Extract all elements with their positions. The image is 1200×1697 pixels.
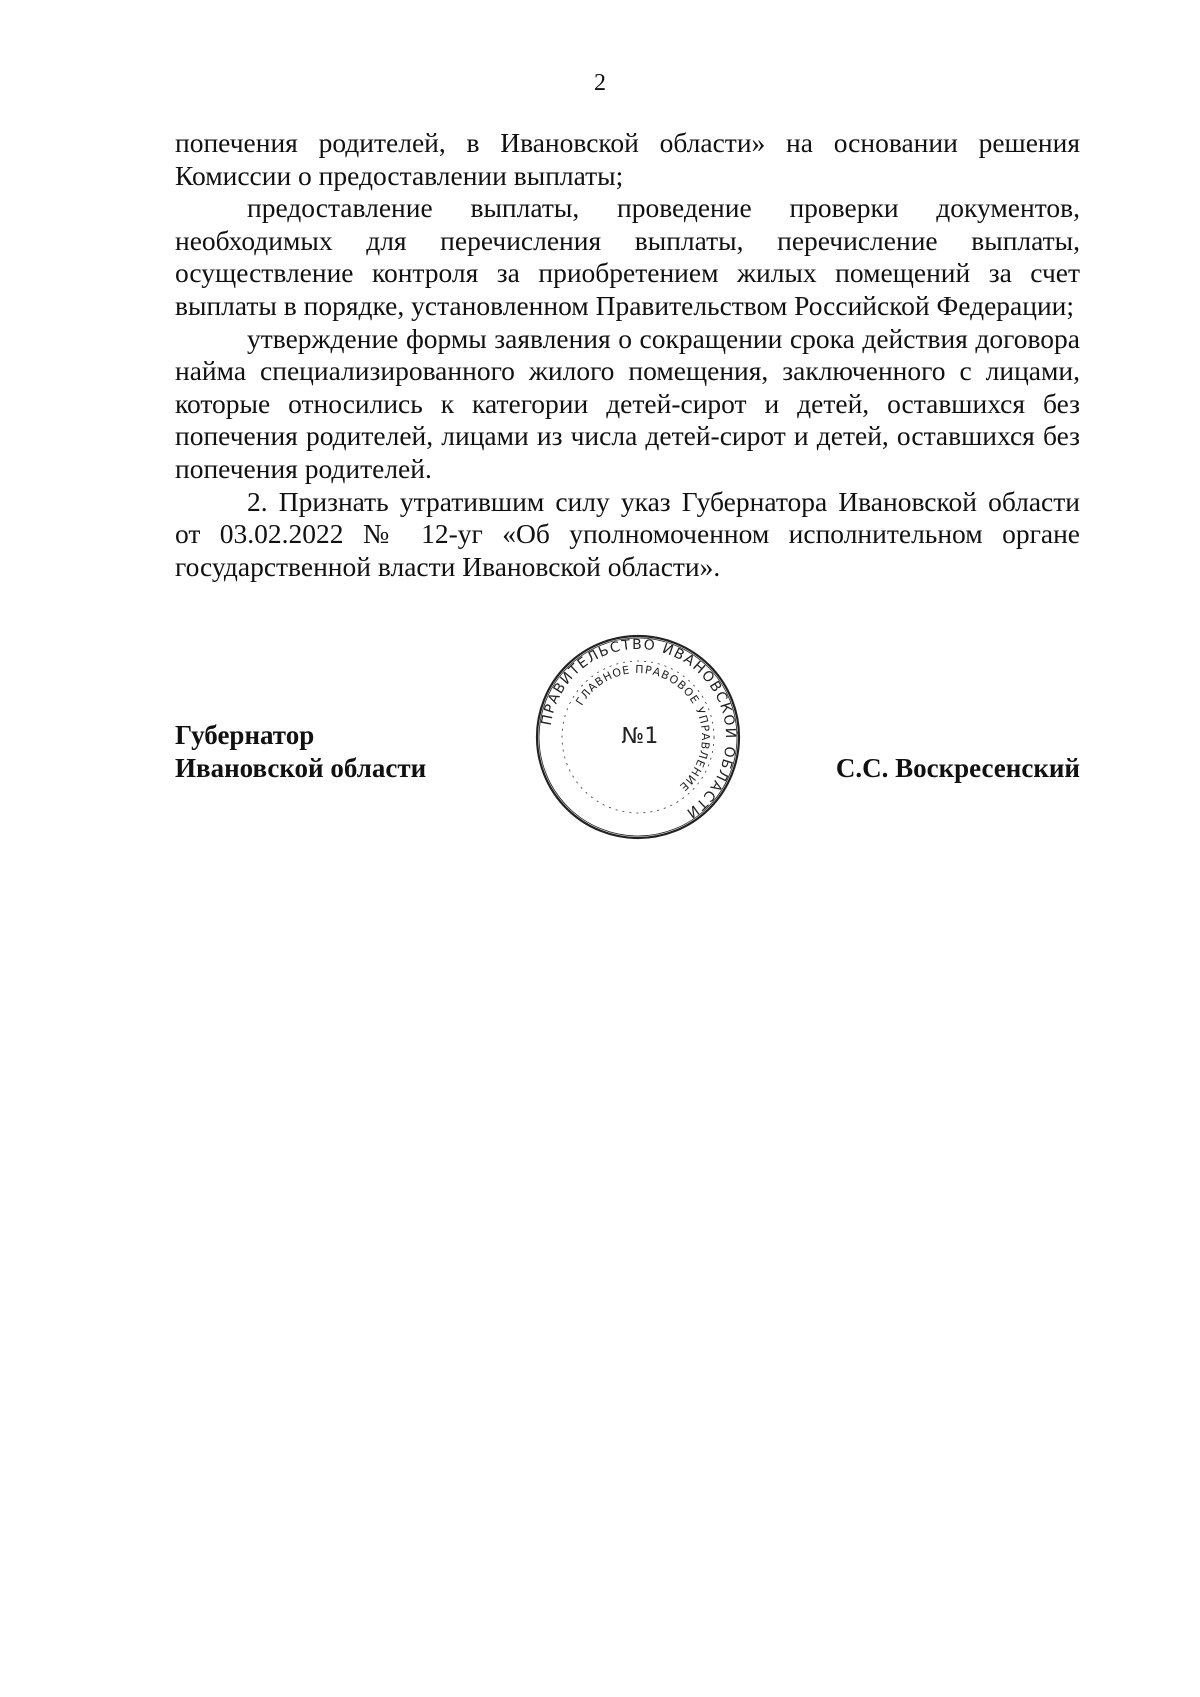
signatory-title-line2: Ивановской области	[175, 753, 427, 783]
document-body	[175, 127, 1080, 583]
signatory-title-line1: Губернатор	[175, 720, 315, 750]
signatory-name: С.С. Воскресенский	[835, 753, 1080, 783]
paragraph-payment: предоставление выплаты, проведение проверки документов, необходимых для перечисления выплаты, перечисление выплаты, осуществление контроля за приобретением жилых помещений за счет выплаты в порядке, установленном Правительством Российской Федерации;	[175, 192, 1080, 321]
stamp-inner-text: ГЛАВНОЕ ПРАВОВОЕ УПРАВЛЕНИЕ	[573, 662, 713, 795]
stamp-number: №1	[621, 724, 659, 749]
paragraph-form-approval: утверждение формы заявления о сокращении срока действия договора найма специализированного жилого помещения, заключенного с лицами, которые относились к категории детей-сирот и детей, оставшихся без попечения родителей, лицами из числа детей-сирот и детей, оставшихся без попечения родителей.	[175, 322, 1080, 484]
page-number: 2	[594, 70, 606, 96]
paragraph-repeal: 2. Признать утратившим силу указ Губернатора Ивановской области от 03.02.2022 № 12-уг «Об уполномоченном исполнительном органе государственной власти Ивановской области».	[175, 485, 1080, 582]
official-stamp	[533, 632, 743, 842]
signatory-title	[175, 719, 426, 785]
stamp-outer-text: ПРАВИТЕЛЬСТВО ИВАНОВСКОЙ ОБЛАСТИ	[538, 636, 739, 822]
paragraph-continuation: попечения родителей, в Ивановской области» на основании решения Комиссии о предоставлении выплаты;	[175, 127, 1080, 191]
